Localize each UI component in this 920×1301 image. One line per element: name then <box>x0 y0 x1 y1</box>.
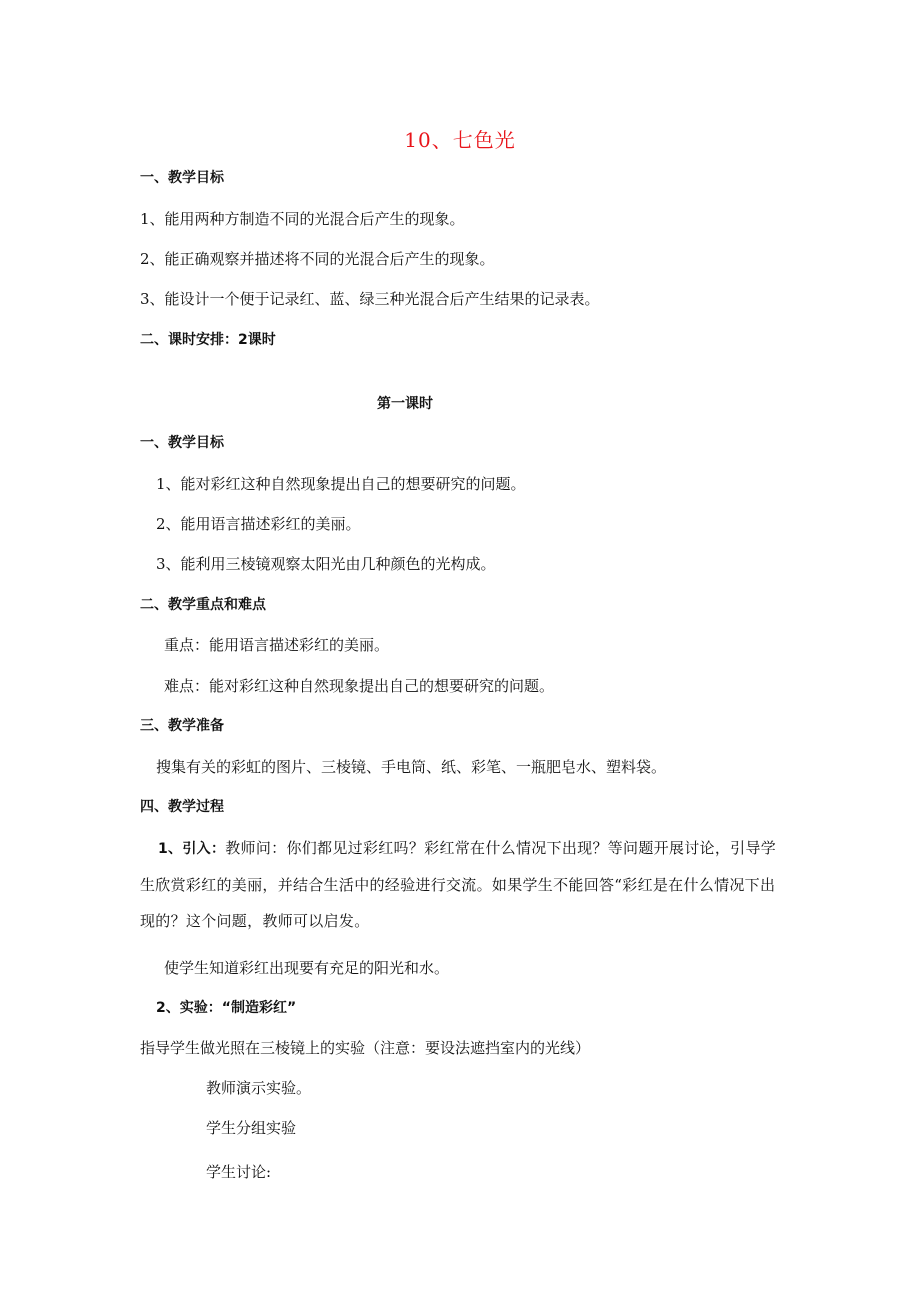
objective-item-2: 2、能正确观察并描述将不同的光混合后产生的现象。 <box>140 250 495 268</box>
section-heading-objectives: 一、教学目标 <box>140 170 224 186</box>
lesson-objective-item-1: 1、能对彩红这种自然现象提出自己的想要研究的问题。 <box>156 475 526 493</box>
section-heading-process: 四、教学过程 <box>140 799 224 815</box>
lesson-heading-objectives: 一、教学目标 <box>140 435 224 451</box>
lesson-objective-item-3: 3、能利用三棱镜观察太阳光由几种颜色的光构成。 <box>156 555 496 573</box>
step-2-guide: 指导学生做光照在三棱镜上的实验（注意：要设法遮挡室内的光线） <box>140 1039 591 1057</box>
step-1-label: 1、引入： <box>158 841 226 857</box>
section-heading-schedule: 二、课时安排：2课时 <box>140 332 276 348</box>
document-title: 10、七色光 <box>404 128 516 152</box>
step-1-paragraph <box>140 830 790 939</box>
step-2-subitem-group: 学生分组实验 <box>206 1119 297 1137</box>
step-1-text: 教师问：你们都见过彩红吗？彩红常在什么情况下出现？等问题开展讨论，引导学生欣赏彩红的美丽，并结合生活中的经验进行交流。如果学生不能回答“彩红是在什么情况下出现的？这个问题，教师可以启发。 <box>140 839 777 930</box>
section-heading-key-points: 二、教学重点和难点 <box>140 597 266 613</box>
step-2-subitem-discussion: 学生讨论: <box>206 1163 272 1181</box>
key-point: 重点：能用语言描述彩红的美丽。 <box>164 636 390 654</box>
preparation-materials: 搜集有关的彩虹的图片、三棱镜、手电筒、纸、彩笔、一瓶肥皂水、塑料袋。 <box>156 758 667 776</box>
lesson-objective-item-2: 2、能用语言描述彩红的美丽。 <box>156 515 361 533</box>
step-2-heading: 2、实验：“制造彩红” <box>156 1000 297 1016</box>
step-1-conclusion: 使学生知道彩红出现要有充足的阳光和水。 <box>164 959 450 977</box>
objective-item-3: 3、能设计一个便于记录红、蓝、绿三种光混合后产生结果的记录表。 <box>140 290 600 308</box>
difficult-point: 难点：能对彩红这种自然现象提出自己的想要研究的问题。 <box>164 677 555 695</box>
lesson-heading: 第一课时 <box>377 396 433 412</box>
step-2-subitem-demo: 教师演示实验。 <box>206 1079 312 1097</box>
section-heading-preparation: 三、教学准备 <box>140 718 224 734</box>
objective-item-1: 1、能用两种方制造不同的光混合后产生的现象。 <box>140 210 465 228</box>
